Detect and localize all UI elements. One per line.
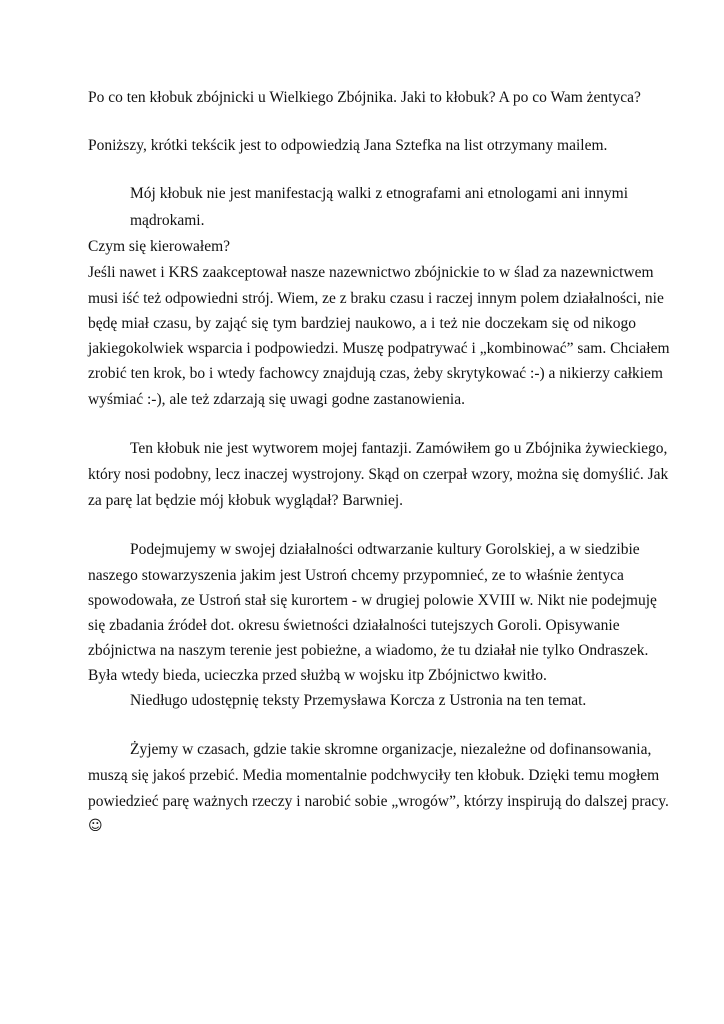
paragraph-line: mądrokami. xyxy=(130,212,205,229)
question-line: Czym się kierowałem? xyxy=(88,238,231,255)
paragraph-line: za parę lat będzie mój kłobuk wyglądał? Barwniej. xyxy=(88,492,404,509)
paragraph-line: Ten kłobuk nie jest wytworem mojej fantazji. Zamówiłem go u Zbójnika żywieckiego, xyxy=(130,440,668,457)
heading-question: Po co ten kłobuk zbójnicki u Wielkiego Zbójnika. Jaki to kłobuk? A po co Wam żentyca? xyxy=(88,89,641,106)
paragraph-line: Była wtedy bieda, ucieczka przed służbą w wojsku itp Zbójnictwo kwitło. xyxy=(88,667,547,684)
paragraph-line: zrobić ten krok, bo i wtedy fachowcy znajdują czas, żeby skrytykować :-) a nikierzy całkiem xyxy=(88,365,663,382)
paragraph-line: wyśmiać :-), ale też zdarzają się uwagi godne zastanowienia. xyxy=(88,391,465,408)
paragraph-5: Niedługo udostępnię teksty Przemysława Korcza z Ustronia na ten temat. xyxy=(130,692,587,709)
paragraph-line: powiedzieć parę ważnych rzeczy i narobić sobie „wrogów”, którzy inspirują do dalszej pracy. xyxy=(88,793,669,810)
paragraph-line: naszego stowarzyszenia jakim jest Ustroń chcemy przypomnieć, ze to właśnie żentyca xyxy=(88,567,624,584)
smiley-icon: ☺ xyxy=(88,818,103,834)
paragraph-line: Jeśli nawet i KRS zaakceptował nasze nazewnictwo zbójnickie to w ślad za nazewnictwem xyxy=(88,264,654,281)
paragraph-line: będę miał czasu, by zająć się tym bardziej naukowo, a i też nie doczekam się od nikogo xyxy=(88,315,636,332)
paragraph-line: zbójnictwa na naszym terenie jest pobieżne, a wiadomo, że tu działał nie tylko Ondraszek. xyxy=(88,642,649,659)
paragraph-line: Podejmujemy w swojej działalności odtwarzanie kultury Gorolskiej, a w siedzibie xyxy=(130,541,640,558)
paragraph-line: muszą się jakoś przebić. Media momentalnie podchwyciły ten kłobuk. Dzięki temu mogłem xyxy=(88,767,660,784)
paragraph-line: spowodowała, ze Ustroń stał się kurortem - w drugiej polowie XVIII w. Nikt nie podejmuję xyxy=(88,592,657,609)
paragraph-line: Mój kłobuk nie jest manifestacją walki z etnografami ani etnologami ani innymi xyxy=(130,185,629,202)
paragraph-line: jakiegokolwiek wsparcia i podpowiedzi. Muszę podpatrywać i „kombinować” sam. Chciałem xyxy=(88,340,670,357)
paragraph-line: który nosi podobny, lecz inaczej wystrojony. Skąd on czerpał wzory, można się domyślić. Jak xyxy=(88,466,669,483)
paragraph-line: Żyjemy w czasach, gdzie takie skromne organizacje, niezależne od dofinansowania, xyxy=(130,741,652,758)
intro-line: Poniższy, krótki tekścik jest to odpowiedzią Jana Sztefka na list otrzymany mailem. xyxy=(88,137,608,154)
paragraph-line: musi iść też odpowiedni strój. Wiem, ze z braku czasu i raczej innym polem działalności, nie xyxy=(88,290,664,307)
paragraph-line: się zbadania źródeł dot. okresu świetności działalności tutejszych Goroli. Opisywanie xyxy=(88,617,620,634)
